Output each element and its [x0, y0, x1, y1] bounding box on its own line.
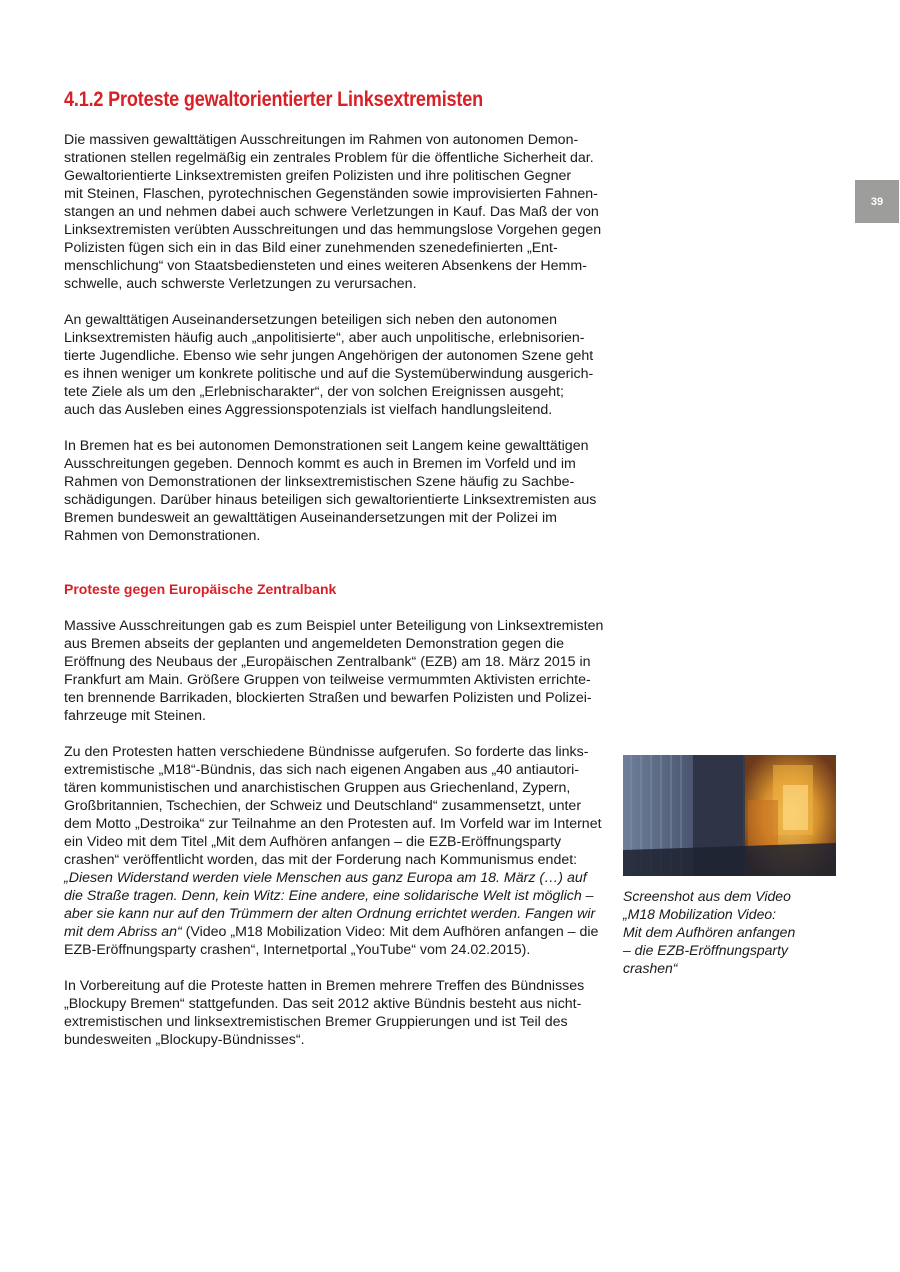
- text-line: crashen“ veröffentlicht worden, das mit der Forderung nach Kommunismus endet:: [64, 852, 578, 868]
- text-line: tären kommunistischen und anarchistischen Gruppen aus Griechenland, Zypern,: [64, 780, 571, 796]
- text-line-mixed: [64, 923, 624, 941]
- text-line: Linksextremisten verübten Ausschreitungen und das hemmungslose Vorgehen gegen: [64, 222, 602, 238]
- text-line: bundesweiten „Blockupy-Bündnisses“.: [64, 1032, 305, 1048]
- text-line: schwelle, auch schwerste Verletzungen zu verursachen.: [64, 276, 417, 292]
- paragraph-participants: [64, 311, 624, 419]
- text-line: EZB-Eröffnungsparty crashen“, Internetportal „YouTube“ vom 24.02.2015).: [64, 942, 531, 958]
- text-line: In Vorbereitung auf die Proteste hatten in Bremen mehrere Treffen des Bündnisses: [64, 978, 585, 994]
- text-line: dem Motto „Destroika“ zur Teilnahme an den Protesten auf. Im Vorfeld war im Internet: [64, 816, 602, 832]
- quote-end: mit dem Abriss an“: [64, 924, 182, 940]
- image-caption: [623, 887, 843, 977]
- text-line: Zu den Protesten hatten verschiedene Bündnisse aufgerufen. So forderte das links-: [64, 744, 589, 760]
- text-line: Ausschreitungen gegeben. Dennoch kommt es auch in Bremen im Vorfeld und im: [64, 456, 576, 472]
- paragraph-violence-problem: [64, 131, 624, 293]
- text-line: auch das Ausleben eines Aggressionspotenzials ist vielfach handlungsleitend.: [64, 402, 553, 418]
- caption-line: „M18 Mobilization Video:: [623, 906, 777, 922]
- text-line: Massive Ausschreitungen gab es zum Beispiel unter Beteiligung von Linksextremisten: [64, 618, 604, 634]
- quote-line: „Diesen Widerstand werden viele Menschen aus ganz Europa am 18. März (…) auf: [64, 870, 587, 886]
- text-line: fahrzeuge mit Steinen.: [64, 708, 206, 724]
- video-citation: (Video „M18 Mobilization Video: Mit dem Aufhören anfangen – die: [181, 924, 599, 940]
- text-line: es ihnen weniger um konkrete politische und auf die Systemüberwindung ausgerich-: [64, 366, 594, 382]
- text-line: menschlichung“ von Staatsbediensteten und eines weiteren Absenkens der Hemm-: [64, 258, 587, 274]
- quote-line: die Straße tragen. Denn, kein Witz: Eine andere, eine solidarische Welt ist möglich –: [64, 888, 594, 904]
- body-column: [64, 131, 624, 1067]
- text-line: Eröffnung des Neubaus der „Europäischen Zentralbank“ (EZB) am 18. März 2015 in: [64, 654, 591, 670]
- text-line: Rahmen von Demonstrationen der linksextremistischen Szene häufig zu Sachbe-: [64, 474, 575, 490]
- text-line: Rahmen von Demonstrationen.: [64, 528, 261, 544]
- text-line: Linksextremisten häufig auch „anpolitisierte“, aber auch unpolitische, erlebnisorien-: [64, 330, 585, 346]
- video-screenshot-image: [623, 755, 836, 876]
- text-line: An gewalttätigen Auseinandersetzungen beteiligen sich neben den autonomen: [64, 312, 557, 328]
- text-line: stangen an und nehmen dabei auch schwere Verletzungen in Kauf. Das Maß der von: [64, 204, 599, 220]
- text-line: „Blockupy Bremen“ stattgefunden. Das seit 2012 aktive Bündnis besteht aus nicht-: [64, 996, 582, 1012]
- caption-line: – die EZB-Eröffnungsparty: [623, 942, 788, 958]
- paragraph-blockupy: [64, 977, 624, 1049]
- page-number: 39: [870, 195, 884, 208]
- text-line: Großbritannien, Tschechien, der Schweiz und Deutschland“ zusammensetzt, unter: [64, 798, 582, 814]
- text-line: aus Bremen abseits der geplanten und angemeldeten Demonstration gegen die: [64, 636, 565, 652]
- quote-line: aber sie kann nur auf den Trümmern der alten Ordnung errichtet werden. Fangen wir: [64, 906, 596, 922]
- paragraph-bremen: [64, 437, 624, 545]
- paragraph-frankfurt-riots: [64, 617, 624, 725]
- text-line: Die massiven gewalttätigen Ausschreitungen im Rahmen von autonomen Demon-: [64, 132, 579, 148]
- text-line: Polizisten fügen sich ein in das Bild einer zunehmenden szenedefinierten „Ent-: [64, 240, 558, 256]
- text-line: ein Video mit dem Titel „Mit dem Aufhören anfangen – die EZB-Eröffnungsparty: [64, 834, 562, 850]
- text-line: Frankfurt am Main. Größere Gruppen von teilweise vermummten Aktivisten errichte-: [64, 672, 591, 688]
- caption-line: Mit dem Aufhören anfangen: [623, 924, 796, 940]
- text-line: mit Steinen, Flaschen, pyrotechnischen Gegenständen sowie improvisierten Fahnen-: [64, 186, 598, 202]
- text-line: ten brennende Barrikaden, blockierten Straßen und bewarfen Polizisten und Polizei-: [64, 690, 592, 706]
- caption-line: crashen“: [623, 960, 678, 976]
- subheading-ezb-protests: Proteste gegen Europäische Zentralbank: [64, 581, 337, 597]
- text-line: extremistische „M18“-Bündnis, das sich nach eigenen Angaben aus „40 antiautori-: [64, 762, 579, 778]
- text-line: extremistischen und linksextremistischen Bremer Gruppierungen und ist Teil des: [64, 1014, 568, 1030]
- text-line: In Bremen hat es bei autonomen Demonstrationen seit Langem keine gewalttätigen: [64, 438, 589, 454]
- text-line: Gewaltorientierte Linksextremisten greifen Polizisten und ihre politischen Gegner: [64, 168, 572, 184]
- text-line: Bremen bundesweit an gewalttätigen Auseinandersetzungen mit der Polizei im: [64, 510, 557, 526]
- text-line: schädigungen. Darüber hinaus beteiligen sich gewaltorientierte Linksextremisten aus: [64, 492, 597, 508]
- text-line: strationen stellen regelmäßig ein zentrales Problem für die öffentliche Sicherheit dar.: [64, 150, 594, 166]
- page-number-tab: [855, 180, 899, 223]
- paragraph-m18-alliance: [64, 743, 624, 959]
- section-heading: 4.1.2 Proteste gewaltorientierter Linksextremisten: [64, 88, 483, 111]
- text-line: tete Ziele als um den „Erlebnischarakter“, der von solchen Ereignissen ausgeht;: [64, 384, 564, 400]
- caption-line: Screenshot aus dem Video: [623, 888, 791, 904]
- text-line: tierte Jugendliche. Ebenso wie sehr jungen Angehörigen der autonomen Szene geht: [64, 348, 594, 364]
